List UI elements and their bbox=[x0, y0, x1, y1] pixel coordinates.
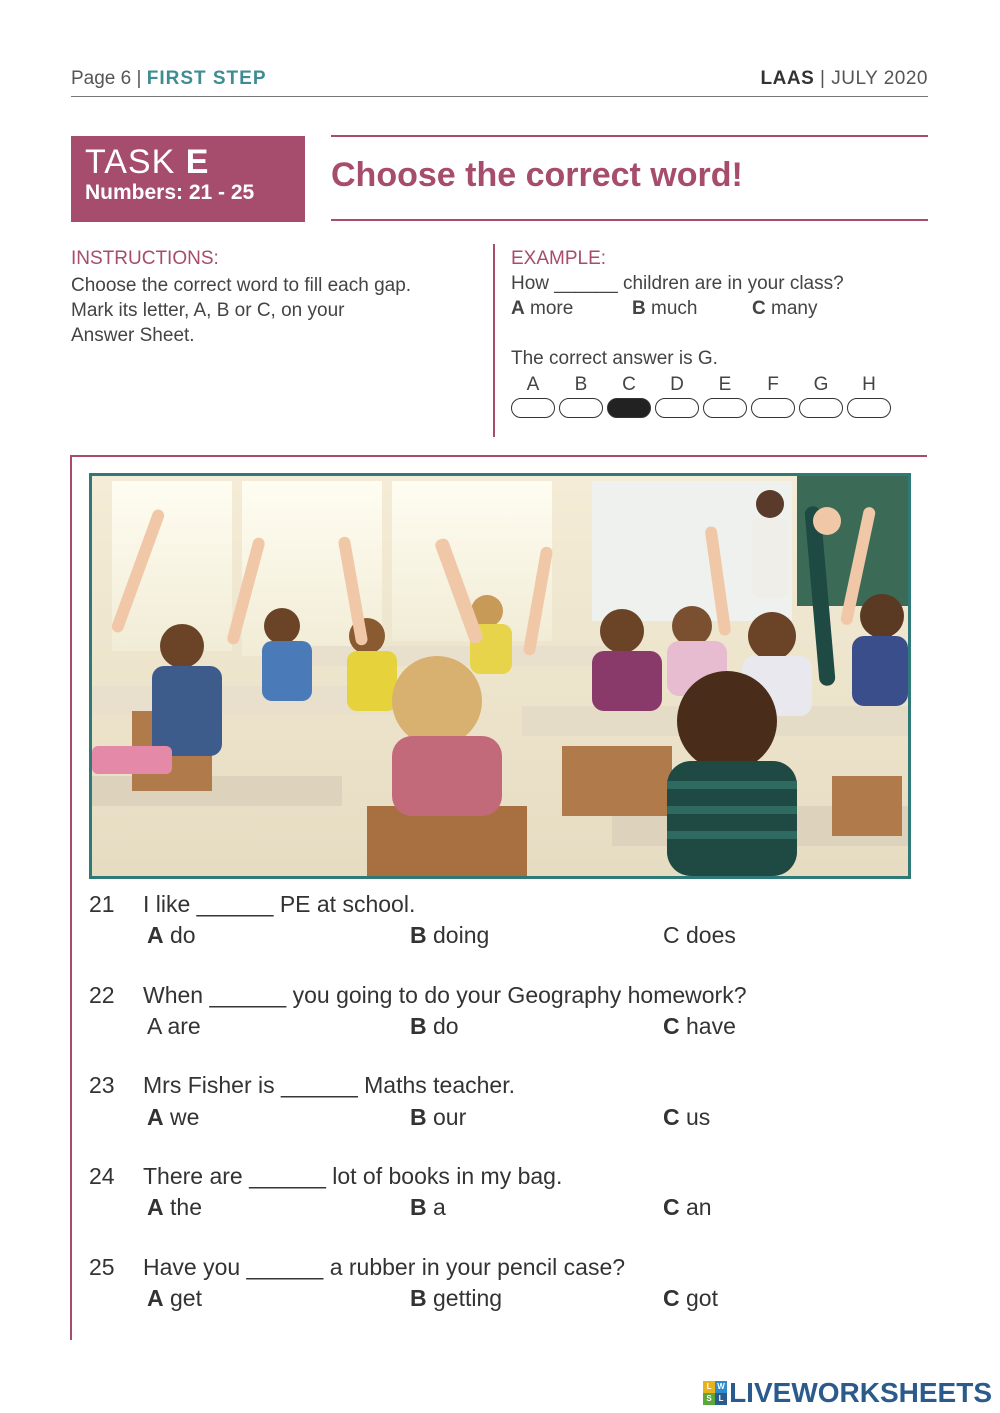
bubble-letter: H bbox=[862, 374, 876, 395]
classroom-illustration bbox=[92, 476, 908, 876]
question-number: 25 bbox=[89, 1254, 115, 1280]
question-number: 22 bbox=[89, 982, 115, 1008]
answer-bubble-c[interactable] bbox=[607, 374, 651, 418]
example-option: C many bbox=[752, 298, 818, 319]
answer-bubble-e[interactable] bbox=[703, 374, 747, 418]
answer-bubble-b[interactable] bbox=[559, 374, 603, 418]
section-frame-top bbox=[70, 455, 927, 457]
bubble-letter: C bbox=[622, 374, 636, 395]
option-a[interactable]: A are bbox=[147, 1013, 201, 1039]
option-a[interactable]: A the bbox=[147, 1194, 202, 1220]
instructions-heading: INSTRUCTIONS: bbox=[71, 248, 219, 269]
title-rule-bottom bbox=[331, 219, 928, 221]
task-numbers: Numbers: 21 - 25 bbox=[85, 181, 255, 204]
liveworksheets-logo[interactable] bbox=[703, 1378, 992, 1408]
answer-bubble-d[interactable] bbox=[655, 374, 699, 418]
instructions-line: Choose the correct word to fill each gap. bbox=[71, 275, 412, 296]
option-c[interactable]: C an bbox=[663, 1194, 712, 1220]
bubble-oval[interactable] bbox=[799, 398, 843, 418]
bubble-letter: E bbox=[718, 374, 732, 395]
bubble-oval[interactable] bbox=[655, 398, 699, 418]
bubble-letter: B bbox=[574, 374, 588, 395]
example-option: B much bbox=[632, 298, 698, 319]
option-c[interactable]: C does bbox=[663, 922, 736, 948]
column-divider bbox=[493, 244, 495, 437]
bubble-letter: D bbox=[670, 374, 684, 395]
answer-bubble-g[interactable] bbox=[799, 374, 843, 418]
task-title: Choose the correct word! bbox=[331, 156, 743, 194]
task-word: TASK bbox=[85, 143, 176, 181]
question-number: 23 bbox=[89, 1072, 115, 1098]
question-text: Mrs Fisher is ______ Maths teacher. bbox=[143, 1072, 515, 1098]
section-name: FIRST STEP bbox=[146, 68, 267, 89]
example-option: A more bbox=[511, 298, 574, 319]
option-a[interactable]: A do bbox=[147, 922, 196, 948]
bubble-oval[interactable] bbox=[559, 398, 603, 418]
option-b[interactable]: B a bbox=[410, 1194, 446, 1220]
task-badge bbox=[71, 136, 305, 222]
option-b[interactable]: B doing bbox=[410, 922, 490, 948]
brand-name: LAAS bbox=[760, 68, 815, 89]
answer-bubble-h[interactable] bbox=[847, 374, 891, 418]
instructions-line: Answer Sheet. bbox=[71, 325, 195, 346]
question-text: When ______ you going to do your Geography homework? bbox=[143, 982, 747, 1008]
bubble-letter: G bbox=[813, 374, 829, 395]
option-c[interactable]: C us bbox=[663, 1104, 711, 1130]
option-c[interactable]: C got bbox=[663, 1285, 718, 1311]
question-text: Have you ______ a rubber in your pencil case? bbox=[143, 1254, 626, 1280]
logo-text: LIVEWORKSHEETS bbox=[729, 1377, 992, 1408]
question-number: 24 bbox=[89, 1163, 115, 1189]
issue-date: | JULY 2020 bbox=[820, 68, 928, 89]
bubble-oval[interactable] bbox=[703, 398, 747, 418]
bubble-letter: A bbox=[526, 374, 540, 395]
bubble-oval[interactable] bbox=[607, 398, 651, 418]
title-rule-top bbox=[331, 135, 928, 137]
option-b[interactable]: B our bbox=[410, 1104, 467, 1130]
section-frame-left bbox=[70, 455, 72, 1340]
question-text: There are ______ lot of books in my bag. bbox=[143, 1163, 563, 1189]
page-number: Page 6 | bbox=[71, 68, 142, 89]
option-a[interactable]: A get bbox=[147, 1285, 202, 1311]
answer-bubble-a[interactable] bbox=[511, 374, 555, 418]
question-number: 21 bbox=[89, 891, 115, 917]
page-header-right bbox=[761, 68, 928, 90]
option-b[interactable]: B getting bbox=[410, 1285, 503, 1311]
instructions-body bbox=[71, 273, 471, 348]
option-a[interactable]: A we bbox=[147, 1104, 200, 1130]
option-b[interactable]: B do bbox=[410, 1013, 459, 1039]
bubble-letter: F bbox=[767, 374, 779, 395]
instructions-line: Mark its letter, A, B or C, on your bbox=[71, 300, 345, 321]
logo-mark-icon: L W S L bbox=[703, 1381, 727, 1405]
example-question: How ______ children are in your class? bbox=[511, 273, 844, 294]
question-text: I like ______ PE at school. bbox=[143, 891, 416, 917]
bubble-oval[interactable] bbox=[847, 398, 891, 418]
example-heading: EXAMPLE: bbox=[511, 248, 607, 269]
option-c[interactable]: C have bbox=[663, 1013, 736, 1039]
page-header-left bbox=[71, 68, 267, 90]
task-letter: E bbox=[185, 143, 210, 181]
header-divider bbox=[71, 96, 928, 97]
example-answer: The correct answer is G. bbox=[511, 348, 718, 369]
answer-bubbles bbox=[511, 374, 891, 420]
bubble-oval[interactable] bbox=[751, 398, 795, 418]
answer-bubble-f[interactable] bbox=[751, 374, 795, 418]
classroom-photo bbox=[89, 473, 911, 879]
bubble-oval[interactable] bbox=[511, 398, 555, 418]
